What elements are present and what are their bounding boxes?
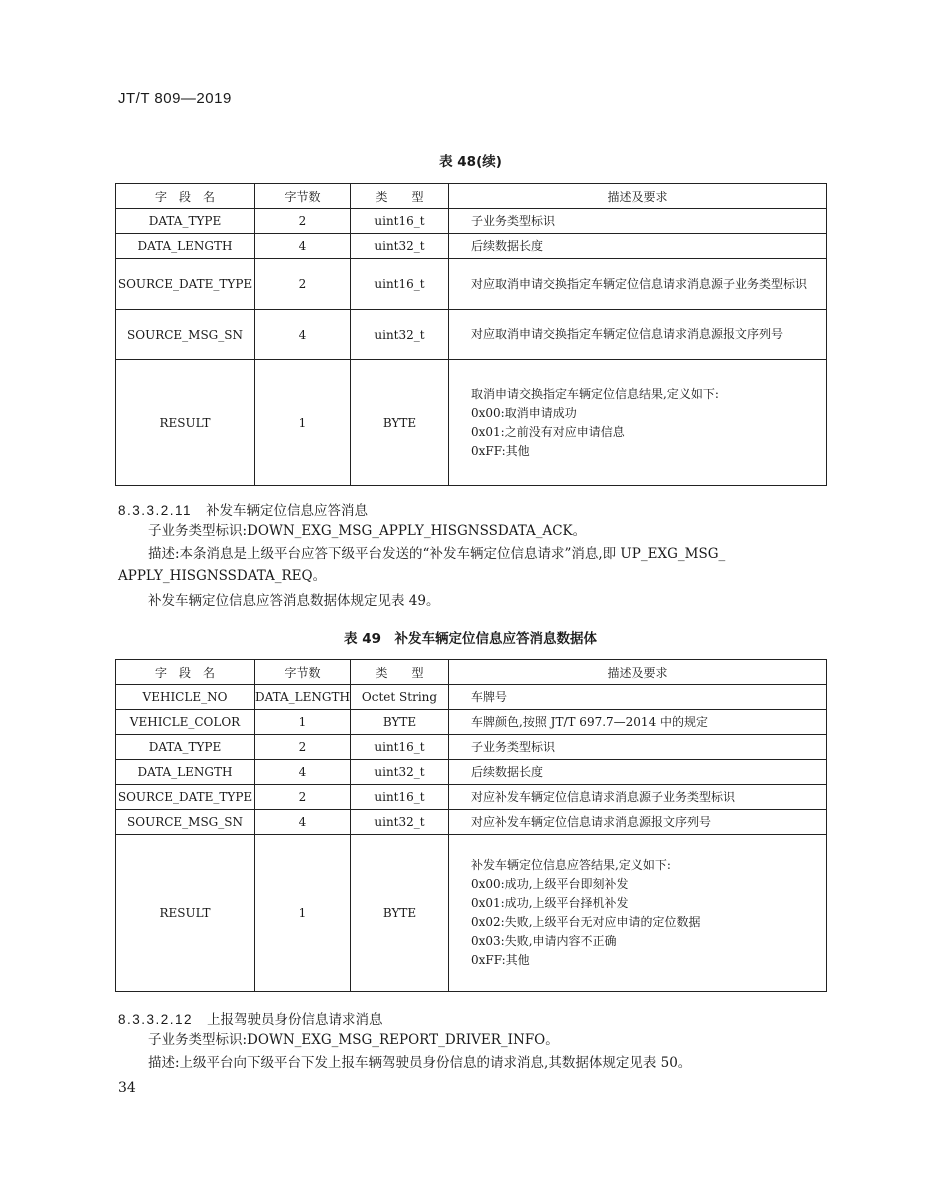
cell-field: DATA_TYPE bbox=[116, 735, 255, 760]
cell-field: DATA_LENGTH bbox=[116, 234, 255, 259]
table-row bbox=[116, 685, 827, 710]
paragraph: 描述:上级平台向下级平台下发上报车辆驾驶员身份信息的请求消息,其数据体规定见表 50。 bbox=[148, 1055, 692, 1071]
cell-field: RESULT bbox=[116, 835, 255, 992]
result-code-line: 0x01:成功,上级平台择机补发 bbox=[471, 896, 629, 910]
cell-type: uint32_t bbox=[351, 760, 449, 785]
table-row bbox=[116, 360, 827, 486]
table-49-caption: 表 49 补发车辆定位信息应答消息数据体 bbox=[344, 631, 597, 647]
header-type: 类 型 bbox=[351, 184, 449, 209]
cell-field: RESULT bbox=[116, 360, 255, 486]
cell-description: 后续数据长度 bbox=[449, 234, 827, 259]
table-row bbox=[116, 310, 827, 360]
paragraph-line: 描述:本条消息是上级平台应答下级平台发送的“补发车辆定位信息请求”消息,即 UP_EXG_MSG_ bbox=[148, 546, 726, 562]
cell-field: DATA_LENGTH bbox=[116, 760, 255, 785]
page-number: 34 bbox=[118, 1080, 136, 1096]
cell-field: VEHICLE_COLOR bbox=[116, 710, 255, 735]
table-row bbox=[116, 760, 827, 785]
cell-bytes: 2 bbox=[255, 259, 351, 310]
cell-description: 对应取消申请交换指定车辆定位信息请求消息源子业务类型标识 bbox=[449, 259, 827, 310]
result-definition-line: 补发车辆定位信息应答结果,定义如下: bbox=[471, 858, 671, 872]
cell-type: uint16_t bbox=[351, 785, 449, 810]
table-row bbox=[116, 209, 827, 234]
table-header-row bbox=[116, 660, 827, 685]
cell-field: SOURCE_DATE_TYPE bbox=[116, 785, 255, 810]
cell-description bbox=[449, 360, 827, 486]
cell-type: Octet String bbox=[351, 685, 449, 710]
header-description: 描述及要求 bbox=[449, 660, 827, 685]
cell-bytes: 4 bbox=[255, 310, 351, 360]
result-code-line: 0x02:失败,上级平台无对应申请的定位数据 bbox=[471, 915, 701, 929]
result-definition-line: 取消申请交换指定车辆定位信息结果,定义如下: bbox=[471, 386, 719, 401]
cell-field: DATA_TYPE bbox=[116, 209, 255, 234]
section-number: 8.3.3.2.11 bbox=[118, 503, 193, 518]
cell-bytes: 2 bbox=[255, 209, 351, 234]
header-bytes: 字节数 bbox=[255, 660, 351, 685]
cell-type: uint32_t bbox=[351, 310, 449, 360]
paragraph: 子业务类型标识:DOWN_EXG_MSG_APPLY_HISGNSSDATA_ACK。 bbox=[148, 523, 587, 539]
cell-type: uint16_t bbox=[351, 209, 449, 234]
cell-type: uint16_t bbox=[351, 259, 449, 310]
cell-description: 对应补发车辆定位信息请求消息源子业务类型标识 bbox=[449, 785, 827, 810]
table-row bbox=[116, 785, 827, 810]
section-heading-8-3-3-2-12 bbox=[118, 1008, 383, 1028]
cell-type: BYTE bbox=[351, 710, 449, 735]
section-title: 上报驾驶员身份信息请求消息 bbox=[207, 1012, 383, 1028]
header-field-name: 字 段 名 bbox=[116, 184, 255, 209]
section-title: 补发车辆定位信息应答消息 bbox=[206, 503, 369, 519]
result-code-line: 0x00:取消申请成功 bbox=[471, 405, 577, 420]
cell-type: BYTE bbox=[351, 835, 449, 992]
table-row bbox=[116, 735, 827, 760]
cell-bytes: 1 bbox=[255, 835, 351, 992]
cell-description: 子业务类型标识 bbox=[449, 209, 827, 234]
header-description: 描述及要求 bbox=[449, 184, 827, 209]
header-field-name: 字 段 名 bbox=[116, 660, 255, 685]
cell-bytes: 1 bbox=[255, 710, 351, 735]
cell-type: uint32_t bbox=[351, 234, 449, 259]
cell-description: 对应取消申请交换指定车辆定位信息请求消息源报文序列号 bbox=[449, 310, 827, 360]
result-code-line: 0x00:成功,上级平台即刻补发 bbox=[471, 877, 629, 891]
result-code-line: 0xFF:其他 bbox=[471, 953, 530, 967]
result-code-line: 0x01:之前没有对应申请信息 bbox=[471, 424, 625, 439]
cell-type: uint16_t bbox=[351, 735, 449, 760]
cell-description: 车牌号 bbox=[449, 685, 827, 710]
paragraph bbox=[118, 543, 828, 587]
cell-bytes: 1 bbox=[255, 360, 351, 486]
table-row bbox=[116, 810, 827, 835]
cell-type: BYTE bbox=[351, 360, 449, 486]
cell-bytes: 4 bbox=[255, 760, 351, 785]
cell-description bbox=[449, 835, 827, 992]
table-49 bbox=[115, 659, 827, 992]
header-bytes: 字节数 bbox=[255, 184, 351, 209]
cell-bytes: 2 bbox=[255, 785, 351, 810]
paragraph: 补发车辆定位信息应答消息数据体规定见表 49。 bbox=[148, 593, 440, 609]
cell-field: SOURCE_MSG_SN bbox=[116, 310, 255, 360]
section-heading-8-3-3-2-11 bbox=[118, 499, 368, 519]
cell-bytes: DATA_LENGTH bbox=[255, 685, 351, 710]
document-header: JT/T 809—2019 bbox=[118, 90, 232, 107]
cell-bytes: 4 bbox=[255, 234, 351, 259]
table-48 bbox=[115, 183, 827, 486]
result-code-line: 0x03:失败,申请内容不正确 bbox=[471, 934, 617, 948]
paragraph-line: APPLY_HISGNSSDATA_REQ。 bbox=[118, 568, 327, 584]
cell-type: uint32_t bbox=[351, 810, 449, 835]
paragraph: 子业务类型标识:DOWN_EXG_MSG_REPORT_DRIVER_INFO。 bbox=[148, 1032, 559, 1048]
table-row bbox=[116, 259, 827, 310]
cell-bytes: 4 bbox=[255, 810, 351, 835]
table-row bbox=[116, 835, 827, 992]
cell-description: 后续数据长度 bbox=[449, 760, 827, 785]
header-type: 类 型 bbox=[351, 660, 449, 685]
cell-description: 子业务类型标识 bbox=[449, 735, 827, 760]
section-number: 8.3.3.2.12 bbox=[118, 1012, 194, 1027]
cell-description: 对应补发车辆定位信息请求消息源报文序列号 bbox=[449, 810, 827, 835]
result-code-line: 0xFF:其他 bbox=[471, 443, 530, 458]
cell-description: 车牌颜色,按照 JT/T 697.7—2014 中的规定 bbox=[449, 710, 827, 735]
table-header-row bbox=[116, 184, 827, 209]
table-row bbox=[116, 710, 827, 735]
table-48-caption: 表 48(续) bbox=[439, 154, 502, 170]
cell-field: SOURCE_DATE_TYPE bbox=[116, 259, 255, 310]
cell-bytes: 2 bbox=[255, 735, 351, 760]
cell-field: SOURCE_MSG_SN bbox=[116, 810, 255, 835]
table-row bbox=[116, 234, 827, 259]
cell-field: VEHICLE_NO bbox=[116, 685, 255, 710]
